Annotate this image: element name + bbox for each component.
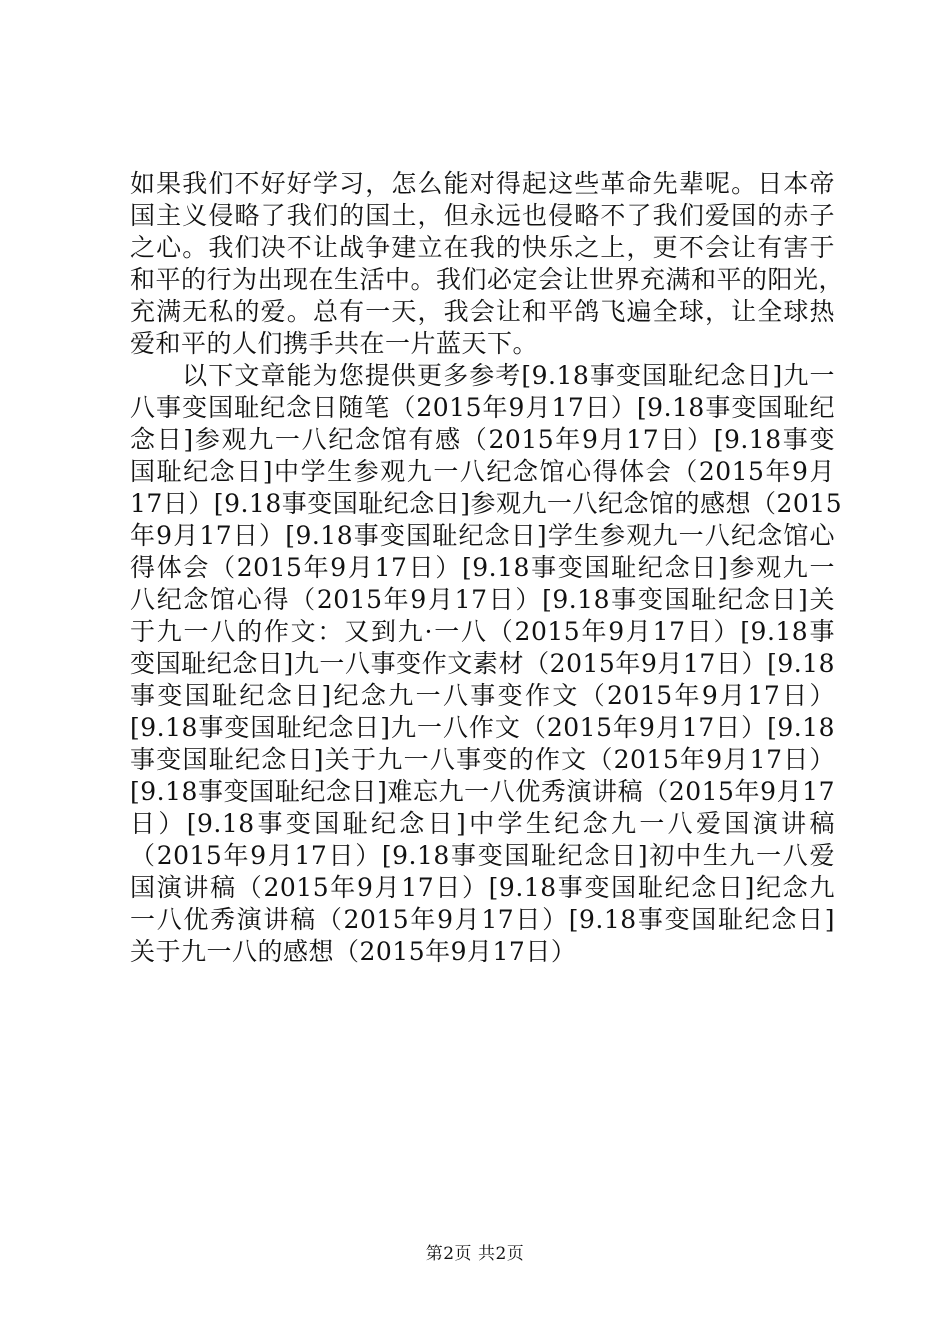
text-line: 和平的行为出现在生活中。我们必定会让世界充满和平的阳光，	[130, 265, 845, 294]
text-line: [9.18事变国耻纪念日]九一八作文（2015年9月17日）[9.18	[130, 713, 835, 742]
text-line: 如果我们不好好学习，怎么能对得起这些革命先辈呢。日本帝	[130, 169, 835, 198]
text-line: 之心。我们决不让战争建立在我的快乐之上，更不会让有害于	[130, 233, 835, 262]
text-line: 事变国耻纪念日]关于九一八事变的作文（2015年9月17日）	[130, 745, 835, 774]
text-line: 年9月17日）[9.18事变国耻纪念日]学生参观九一八纪念馆心	[130, 521, 835, 550]
text-line: 国耻纪念日]中学生参观九一八纪念馆心得体会（2015年9月	[130, 457, 835, 486]
page-footer	[0, 1243, 950, 1265]
text-line: （2015年9月17日）[9.18事变国耻纪念日]初中生九一八爱	[130, 841, 835, 870]
text-line: 得体会（2015年9月17日）[9.18事变国耻纪念日]参观九一	[130, 553, 835, 582]
paragraph-2	[130, 360, 843, 968]
text-line: [9.18事变国耻纪念日]难忘九一八优秀演讲稿（2015年9月17	[130, 777, 835, 806]
text-line: 国主义侵略了我们的国土，但永远也侵略不了我们爱国的赤子	[130, 201, 835, 230]
text-line: 爱和平的人们携手共在一片蓝天下。	[130, 329, 539, 358]
text-line: 八事变国耻纪念日随笔（2015年9月17日）[9.18事变国耻纪	[130, 393, 835, 422]
text-line: 事变国耻纪念日]纪念九一八事变作文（2015年9月17日）	[130, 681, 835, 710]
text-line: 念日]参观九一八纪念馆有感（2015年9月17日）[9.18事变	[130, 425, 835, 454]
text-line: 17日）[9.18事变国耻纪念日]参观九一八纪念馆的感想（2015	[130, 489, 843, 518]
paragraph-1	[130, 168, 845, 360]
text-line: 国演讲稿（2015年9月17日）[9.18事变国耻纪念日]纪念九	[130, 873, 835, 902]
text-line: 变国耻纪念日]九一八事变作文素材（2015年9月17日）[9.18	[130, 649, 835, 678]
text-line: 一八优秀演讲稿（2015年9月17日）[9.18事变国耻纪念日]	[130, 905, 835, 934]
text-line: 日）[9.18事变国耻纪念日]中学生纪念九一八爱国演讲稿	[130, 809, 835, 838]
text-line: 八纪念馆心得（2015年9月17日）[9.18事变国耻纪念日]关	[130, 585, 835, 614]
text-line: 以下文章能为您提供更多参考[9.18事变国耻纪念日]九一	[130, 361, 835, 390]
body-text	[130, 168, 845, 968]
text-line: 充满无私的爱。总有一天，我会让和平鸽飞遍全球，让全球热	[130, 297, 835, 326]
page-number-label: 第2页 共2页	[425, 1244, 525, 1264]
text-line: 于九一八的作文：又到九·一八（2015年9月17日）[9.18事	[130, 617, 835, 646]
text-line: 关于九一八的感想（2015年9月17日）	[130, 937, 577, 966]
